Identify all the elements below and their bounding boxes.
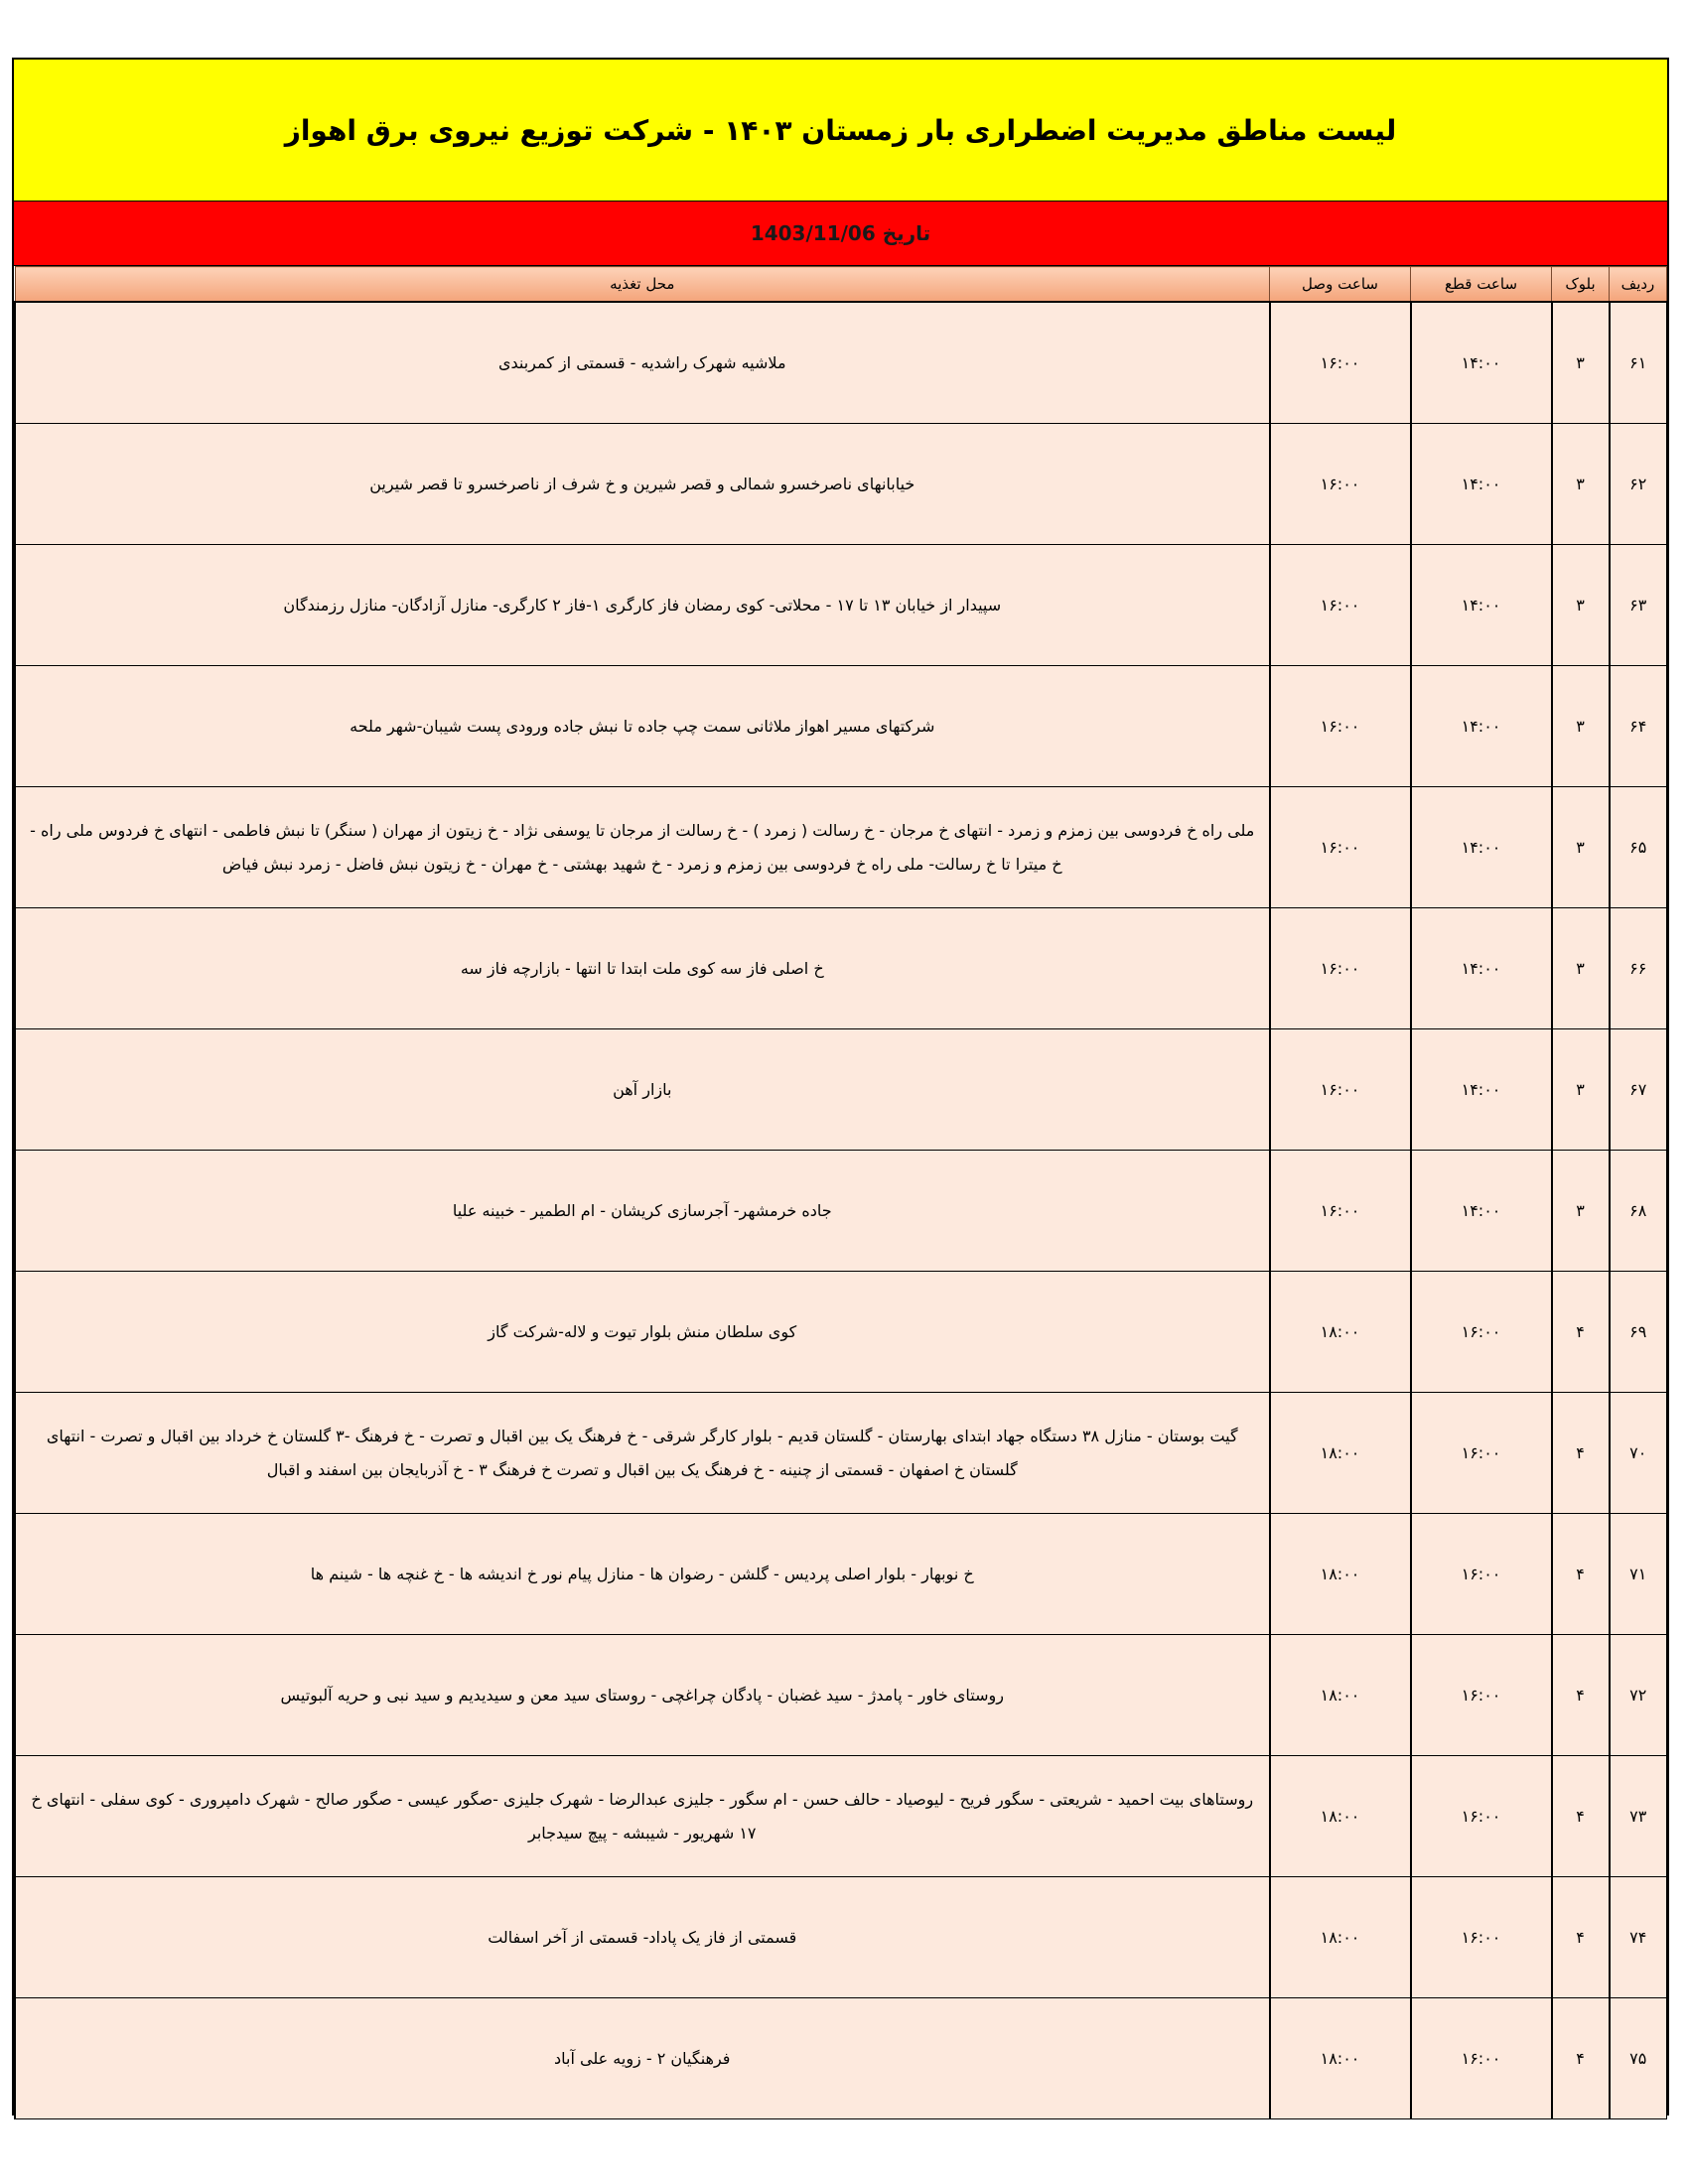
cell-block: ۳ xyxy=(1552,302,1610,424)
cell-connect-time: ۱۶:۰۰ xyxy=(1270,424,1411,545)
cell-row-number: ۷۵ xyxy=(1610,1998,1667,2119)
cell-row-number: ۷۳ xyxy=(1610,1756,1667,1877)
cell-row-number: ۶۷ xyxy=(1610,1029,1667,1151)
cell-connect-time: ۱۶:۰۰ xyxy=(1270,787,1411,908)
table-row xyxy=(15,1029,1667,1151)
cell-block: ۴ xyxy=(1552,1877,1610,1998)
cell-cut-time: ۱۴:۰۰ xyxy=(1411,666,1552,787)
cell-row-number: ۶۶ xyxy=(1610,908,1667,1029)
cell-block: ۳ xyxy=(1552,545,1610,666)
table-row xyxy=(15,1756,1667,1877)
table-row xyxy=(15,787,1667,908)
cell-block: ۴ xyxy=(1552,1393,1610,1514)
cell-row-number: ۷۲ xyxy=(1610,1635,1667,1756)
cell-row-number: ۶۴ xyxy=(1610,666,1667,787)
cell-connect-time: ۱۸:۰۰ xyxy=(1270,1998,1411,2119)
cell-connect-time: ۱۸:۰۰ xyxy=(1270,1514,1411,1635)
column-header-location: محل تغذیه xyxy=(15,267,1270,303)
column-header-connect-time: ساعت وصل xyxy=(1270,267,1411,303)
cell-cut-time: ۱۶:۰۰ xyxy=(1411,1272,1552,1393)
table-row xyxy=(15,908,1667,1029)
cell-connect-time: ۱۸:۰۰ xyxy=(1270,1635,1411,1756)
cell-cut-time: ۱۴:۰۰ xyxy=(1411,545,1552,666)
cell-location: خ اصلی فاز سه کوی ملت ابتدا تا انتها - بازارچه فاز سه xyxy=(15,908,1270,1029)
cell-cut-time: ۱۶:۰۰ xyxy=(1411,1393,1552,1514)
cell-location: فرهنگیان ۲ - زویه علی آباد xyxy=(15,1998,1270,2119)
cell-row-number: ۷۴ xyxy=(1610,1877,1667,1998)
cell-block: ۴ xyxy=(1552,1272,1610,1393)
table-row xyxy=(15,545,1667,666)
column-header-row-number: ردیف xyxy=(1610,267,1667,303)
cell-cut-time: ۱۴:۰۰ xyxy=(1411,1151,1552,1272)
cell-block: ۳ xyxy=(1552,1029,1610,1151)
cell-row-number: ۶۱ xyxy=(1610,302,1667,424)
column-header-block: بلوک xyxy=(1552,267,1610,303)
cell-cut-time: ۱۴:۰۰ xyxy=(1411,424,1552,545)
cell-location: کوی سلطان منش بلوار تیوت و لاله-شرکت گاز xyxy=(15,1272,1270,1393)
cell-row-number: ۶۳ xyxy=(1610,545,1667,666)
cell-location: شرکتهای مسیر اهواز ملاثانی سمت چپ جاده تا نبش جاده ورودی پست شیبان-شهر ملحه xyxy=(15,666,1270,787)
cell-location: گیت بوستان - منازل ۳۸ دستگاه جهاد ابتدای بهارستان - گلستان قدیم - بلوار کارگر شرقی - خ فرهنگ یک بین اقبال و تصرت - خ فرهنگ -۳ گلستان خ خرداد بین اقبال و تصرت - انتهای گلستان خ اصفهان - قسمتی از چنینه - خ فرهنگ یک بین اقبال و تصرت خ فرهنگ ۳ - خ آذربایجان بین اسفند و اقبال xyxy=(15,1393,1270,1514)
cell-connect-time: ۱۶:۰۰ xyxy=(1270,666,1411,787)
table-row xyxy=(15,424,1667,545)
cell-connect-time: ۱۶:۰۰ xyxy=(1270,1029,1411,1151)
cell-connect-time: ۱۶:۰۰ xyxy=(1270,908,1411,1029)
cell-block: ۳ xyxy=(1552,908,1610,1029)
cell-connect-time: ۱۶:۰۰ xyxy=(1270,302,1411,424)
cell-connect-time: ۱۸:۰۰ xyxy=(1270,1756,1411,1877)
cell-connect-time: ۱۸:۰۰ xyxy=(1270,1272,1411,1393)
cell-block: ۴ xyxy=(1552,1514,1610,1635)
cell-cut-time: ۱۶:۰۰ xyxy=(1411,1877,1552,1998)
cell-location: ملاشیه شهرک راشدیه - قسمتی از کمربندی xyxy=(15,302,1270,424)
date-band xyxy=(14,202,1667,266)
cell-cut-time: ۱۶:۰۰ xyxy=(1411,1635,1552,1756)
table-row xyxy=(15,302,1667,424)
cell-block: ۴ xyxy=(1552,1756,1610,1877)
cell-cut-time: ۱۶:۰۰ xyxy=(1411,1514,1552,1635)
page-title: لیست مناطق مدیریت اضطراری بار زمستان ۱۴۰۳ - شرکت توزیع نیروی برق اهواز xyxy=(284,113,1397,147)
cell-cut-time: ۱۶:۰۰ xyxy=(1411,1756,1552,1877)
table-row xyxy=(15,1998,1667,2119)
cell-location: روستاهای بیت احمید - شریعتی - سگور فریح - لیوصیاد - حالف حسن - ام سگور - جلیزی عبدالرضا - شهرک جلیزی -صگور عیسی - صگور صالح - شهرک دامپروری - کوی سفلی - انتهای خ ۱۷ شهریور - شیبشه - پیچ سیدجابر xyxy=(15,1756,1270,1877)
cell-block: ۳ xyxy=(1552,666,1610,787)
table-row xyxy=(15,1514,1667,1635)
cell-location: سپیدار از خیابان ۱۳ تا ۱۷ - محلاتی- کوی رمضان فاز کارگری ۱-فاز ۲ کارگری- منازل آزادگان- منازل رزمندگان xyxy=(15,545,1270,666)
cell-row-number: ۷۱ xyxy=(1610,1514,1667,1635)
cell-connect-time: ۱۶:۰۰ xyxy=(1270,545,1411,666)
cell-location: روستای خاور - پامدژ - سید غضبان - پادگان چراغچی - روستای سید معن و سیدیدیم و سید نبی و حریه آلبوتیس xyxy=(15,1635,1270,1756)
schedule-sheet xyxy=(12,58,1669,2116)
table-row xyxy=(15,1272,1667,1393)
table-row xyxy=(15,1635,1667,1756)
table-row xyxy=(15,1151,1667,1272)
cell-block: ۳ xyxy=(1552,424,1610,545)
cell-connect-time: ۱۸:۰۰ xyxy=(1270,1393,1411,1514)
cell-cut-time: ۱۶:۰۰ xyxy=(1411,1998,1552,2119)
cell-location: خیابانهای ناصرخسرو شمالی و قصر شیرین و خ شرف از ناصرخسرو تا قصر شیرین xyxy=(15,424,1270,545)
cell-location: قسمتی از فاز یک پاداد- قسمتی از آخر اسفالت xyxy=(15,1877,1270,1998)
cell-block: ۴ xyxy=(1552,1635,1610,1756)
cell-location: خ نوبهار - بلوار اصلی پردیس - گلشن - رضوان ها - منازل پیام نور خ اندیشه ها - خ غنچه ها - شینم ها xyxy=(15,1514,1270,1635)
cell-location: بازار آهن xyxy=(15,1029,1270,1151)
cell-row-number: ۶۲ xyxy=(1610,424,1667,545)
cell-block: ۳ xyxy=(1552,1151,1610,1272)
date-label: تاریخ 1403/11/06 xyxy=(750,221,931,245)
table-row xyxy=(15,1393,1667,1514)
cell-row-number: ۶۸ xyxy=(1610,1151,1667,1272)
title-band xyxy=(14,60,1667,202)
cell-row-number: ۶۵ xyxy=(1610,787,1667,908)
column-header-cut-time: ساعت قطع xyxy=(1411,267,1552,303)
table-row xyxy=(15,666,1667,787)
cell-block: ۳ xyxy=(1552,787,1610,908)
cell-location: ملی راه خ فردوسی بین زمزم و زمرد - انتهای خ مرجان - خ رسالت ( زمرد ) - خ رسالت از مرجان تا یوسفی نژاد - خ زیتون از مهران ( سنگر) تا نبش فاطمی - انتهای خ فردوس ملی راه - خ میترا تا خ رسالت- ملی راه خ فردوسی بین زمزم و زمرد - خ شهید بهشتی - خ مهران - خ زیتون نبش فاضل - زمرد نبش فیاض xyxy=(15,787,1270,908)
cell-cut-time: ۱۴:۰۰ xyxy=(1411,1029,1552,1151)
outage-table xyxy=(14,266,1667,2119)
cell-row-number: ۷۰ xyxy=(1610,1393,1667,1514)
table-row xyxy=(15,1877,1667,1998)
cell-connect-time: ۱۶:۰۰ xyxy=(1270,1151,1411,1272)
cell-cut-time: ۱۴:۰۰ xyxy=(1411,908,1552,1029)
cell-location: جاده خرمشهر- آجرسازی کریشان - ام الطمیر - خبینه علیا xyxy=(15,1151,1270,1272)
cell-block: ۴ xyxy=(1552,1998,1610,2119)
table-header-row xyxy=(15,267,1667,303)
cell-row-number: ۶۹ xyxy=(1610,1272,1667,1393)
cell-connect-time: ۱۸:۰۰ xyxy=(1270,1877,1411,1998)
cell-cut-time: ۱۴:۰۰ xyxy=(1411,787,1552,908)
cell-cut-time: ۱۴:۰۰ xyxy=(1411,302,1552,424)
